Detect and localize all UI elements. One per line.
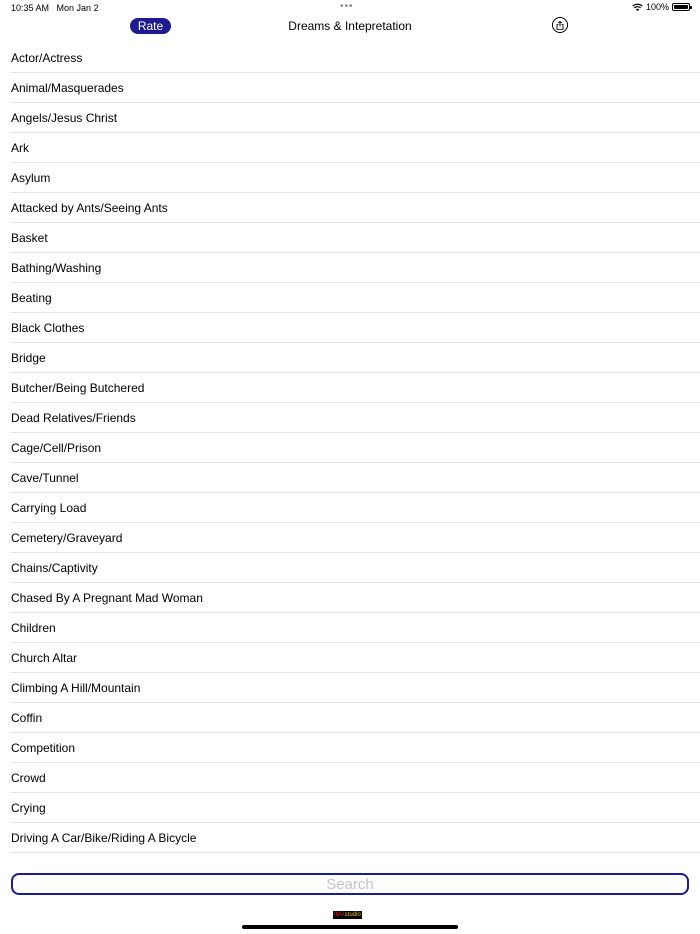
status-date: Mon Jan 2: [56, 3, 99, 13]
home-indicator[interactable]: [242, 925, 458, 929]
search-input[interactable]: [11, 873, 689, 895]
battery-icon: [672, 3, 690, 11]
list-item[interactable]: Chains/Captivity: [11, 553, 700, 583]
list-item[interactable]: Asylum: [11, 163, 700, 193]
list-item[interactable]: Driving A Car/Bike/Riding A Bicycle: [11, 823, 700, 853]
list-item[interactable]: Actor/Actress: [11, 43, 700, 73]
dream-topic-list: [0, 43, 700, 853]
list-item[interactable]: Cave/Tunnel: [11, 463, 700, 493]
multitasking-dots[interactable]: •••: [340, 1, 354, 12]
studio-logo: [333, 911, 362, 919]
page-title: Dreams & Intepretation: [288, 19, 412, 33]
status-bar: [0, 0, 700, 16]
list-item[interactable]: Beating: [11, 283, 700, 313]
list-item[interactable]: Crowd: [11, 763, 700, 793]
status-time: [11, 3, 99, 13]
list-item[interactable]: Dead Relatives/Friends: [11, 403, 700, 433]
list-item[interactable]: Children: [11, 613, 700, 643]
list-item[interactable]: Bathing/Washing: [11, 253, 700, 283]
list-item[interactable]: Coffin: [11, 703, 700, 733]
list-item[interactable]: Ark: [11, 133, 700, 163]
status-time-value: 10:35 AM: [11, 3, 50, 13]
list-item[interactable]: Cemetery/Graveyard: [11, 523, 700, 553]
list-item[interactable]: Bridge: [11, 343, 700, 373]
share-icon: [556, 21, 564, 30]
list-item[interactable]: Chased By A Pregnant Mad Woman: [11, 583, 700, 613]
list-item[interactable]: Angels/Jesus Christ: [11, 103, 700, 133]
list-item[interactable]: Competition: [11, 733, 700, 763]
status-indicators: [632, 2, 690, 12]
list-item[interactable]: Animal/Masquerades: [11, 73, 700, 103]
list-item[interactable]: Climbing A Hill/Mountain: [11, 673, 700, 703]
list-item[interactable]: Church Altar: [11, 643, 700, 673]
wifi-icon: [632, 3, 643, 12]
list-item[interactable]: Carrying Load: [11, 493, 700, 523]
list-item[interactable]: Black Clothes: [11, 313, 700, 343]
share-button[interactable]: [552, 17, 568, 33]
nav-bar: [0, 16, 700, 49]
list-item[interactable]: Crying: [11, 793, 700, 823]
battery-percent: 100%: [645, 2, 669, 12]
list-item[interactable]: Butcher/Being Butchered: [11, 373, 700, 403]
list-item[interactable]: Basket: [11, 223, 700, 253]
rate-us-button[interactable]: Rate Us: [130, 18, 171, 34]
list-item[interactable]: Cage/Cell/Prison: [11, 433, 700, 463]
studio-logo-part1: IMA: [334, 912, 345, 918]
studio-logo-part2: studio: [344, 912, 361, 918]
list-item[interactable]: Attacked by Ants/Seeing Ants: [11, 193, 700, 223]
